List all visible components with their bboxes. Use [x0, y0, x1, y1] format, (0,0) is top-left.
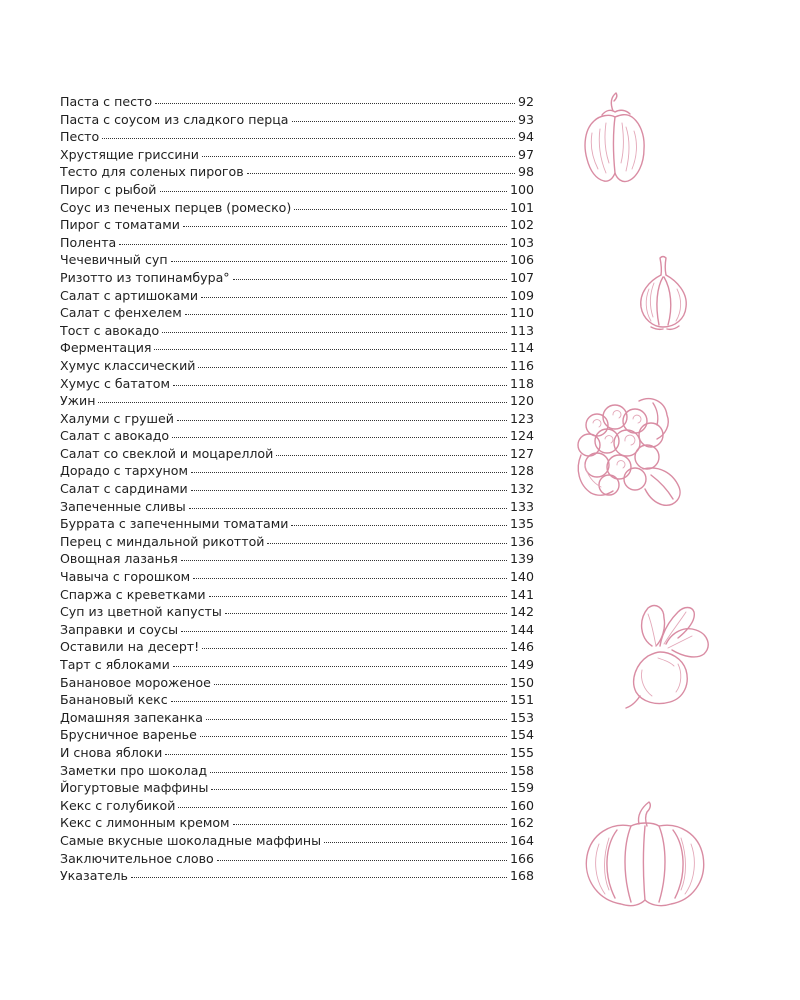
- toc-entry-title: Домашняя запеканка: [60, 709, 203, 725]
- toc-entry-title: Салат со свеклой и моцареллой: [60, 445, 274, 461]
- toc-entry: [60, 498, 534, 516]
- toc-entry: [60, 322, 534, 340]
- toc-leader-dots: [267, 542, 506, 544]
- toc-entry-title: Чавыча с горошком: [60, 569, 191, 585]
- toc-entry-page: 123: [509, 410, 534, 426]
- toc-leader-dots: [185, 313, 507, 315]
- toc-entry-page: 146: [509, 639, 534, 655]
- toc-entry-page: 94: [517, 129, 534, 145]
- toc-entry-page: 140: [509, 569, 534, 585]
- toc-leader-dots: [191, 471, 507, 473]
- toc-entry-page: 120: [509, 393, 534, 409]
- toc-entry-title: Паста с соусом из сладкого перца: [60, 111, 289, 127]
- toc-leader-dots: [165, 753, 507, 755]
- toc-leader-dots: [119, 243, 507, 245]
- toc-entry-title: Ужин: [60, 393, 96, 409]
- toc-leader-dots: [155, 102, 515, 104]
- toc-entry: [60, 744, 534, 762]
- toc-entry: [60, 111, 534, 129]
- toc-entry: [60, 410, 534, 428]
- toc-entry-title: Суп из цветной капусты: [60, 604, 222, 620]
- toc-entry-page: 101: [509, 199, 534, 215]
- toc-leader-dots: [173, 665, 507, 667]
- toc-entry-title: Заметки про шоколад: [60, 762, 208, 778]
- toc-entry: [60, 674, 534, 692]
- toc-leader-dots: [173, 384, 507, 386]
- toc-entry-page: 166: [509, 850, 534, 866]
- toc-entry-title: Самые вкусные шоколадные маффины: [60, 832, 322, 848]
- toc-entry-page: 114: [509, 340, 534, 356]
- toc-entry: [60, 181, 534, 199]
- toc-entry: [60, 128, 534, 146]
- toc-entry: [60, 621, 534, 639]
- toc-leader-dots: [178, 806, 507, 808]
- toc-entry-title: Пирог с томатами: [60, 217, 180, 233]
- toc-leader-dots: [225, 612, 507, 614]
- toc-entry: [60, 867, 534, 885]
- toc-entry-title: Запеченные сливы: [60, 498, 186, 514]
- toc-entry-page: 141: [509, 586, 534, 602]
- toc-entry-page: 153: [509, 709, 534, 725]
- toc-leader-dots: [233, 278, 507, 280]
- toc-entry-page: 97: [517, 146, 534, 162]
- toc-entry: [60, 550, 534, 568]
- toc-leader-dots: [162, 331, 507, 333]
- toc-entry-page: 160: [509, 797, 534, 813]
- toc-leader-dots: [131, 876, 507, 878]
- toc-entry-page: 149: [509, 657, 534, 672]
- toc-entry-page: 100: [509, 181, 534, 197]
- toc-entry: [60, 287, 534, 305]
- toc-leader-dots: [202, 155, 515, 157]
- toc-entry-page: 116: [509, 357, 534, 373]
- toc-entry-title: Паста с песто: [60, 94, 153, 109]
- toc-entry: [60, 199, 534, 217]
- toc-entry-title: Йогуртовые маффины: [60, 780, 209, 796]
- toc-entry-page: 151: [509, 692, 534, 708]
- toc-entry: [60, 304, 534, 322]
- cauliflower-icon: [575, 395, 687, 513]
- toc-entry-title: Оставили на десерт!: [60, 639, 200, 655]
- toc-entry-page: 110: [509, 305, 534, 321]
- toc-entry-title: Заключительное слово: [60, 850, 214, 866]
- toc-entry-title: Пирог с рыбой: [60, 181, 157, 197]
- toc-leader-dots: [98, 401, 507, 403]
- toc-leader-dots: [217, 859, 507, 861]
- toc-entry: [60, 691, 534, 709]
- toc-entry-page: 164: [509, 832, 534, 848]
- toc-entry: [60, 586, 534, 604]
- toc-entry: [60, 251, 534, 269]
- toc-entry-title: Хрустящие гриссини: [60, 146, 199, 162]
- toc-leader-dots: [291, 524, 506, 526]
- toc-leader-dots: [181, 630, 507, 632]
- toc-entry: [60, 709, 534, 727]
- pumpkin-icon: [581, 800, 709, 912]
- toc-entry-page: 106: [509, 252, 534, 268]
- toc-leader-dots: [324, 841, 507, 843]
- toc-entry-page: 113: [509, 322, 534, 338]
- toc-entry: [60, 779, 534, 797]
- toc-entry-page: 139: [509, 551, 534, 567]
- toc-entry-page: 144: [509, 621, 534, 637]
- bell-pepper-icon: [580, 93, 650, 188]
- toc-entry-title: Салат с авокадо: [60, 428, 170, 444]
- toc-entry-title: Указатель: [60, 868, 128, 884]
- toc-entry-page: 135: [509, 516, 534, 532]
- table-of-contents: [60, 93, 534, 885]
- toc-entry: [60, 269, 534, 287]
- toc-leader-dots: [171, 260, 507, 262]
- toc-leader-dots: [200, 735, 507, 737]
- toc-entry: [60, 357, 534, 375]
- toc-entry-page: 155: [509, 744, 534, 760]
- toc-entry-page: 168: [509, 868, 534, 884]
- toc-leader-dots: [211, 788, 506, 790]
- toc-entry: [60, 234, 534, 252]
- toc-entry-page: 102: [509, 217, 534, 233]
- toc-entry-page: 109: [509, 287, 534, 303]
- toc-leader-dots: [209, 595, 507, 597]
- toc-entry: [60, 339, 534, 357]
- toc-entry: [60, 515, 534, 533]
- toc-leader-dots: [193, 577, 507, 579]
- toc-entry-title: Халуми с грушей: [60, 410, 174, 426]
- toc-entry: [60, 392, 534, 410]
- toc-leader-dots: [201, 296, 507, 298]
- toc-entry-page: 154: [509, 727, 534, 743]
- toc-entry: [60, 814, 534, 832]
- toc-entry-title: Тост с авокадо: [60, 322, 160, 338]
- toc-entry-title: Полента: [60, 234, 117, 250]
- toc-entry-page: 92: [517, 94, 534, 109]
- toc-entry-title: Овощная лазанья: [60, 551, 178, 567]
- toc-leader-dots: [160, 190, 507, 192]
- toc-entry: [60, 603, 534, 621]
- toc-entry-page: 162: [509, 815, 534, 831]
- toc-entry-page: 107: [509, 269, 534, 285]
- toc-entry-title: Песто: [60, 129, 100, 145]
- toc-entry-title: Ферментация: [60, 340, 152, 356]
- toc-entry-title: Салат с артишоками: [60, 287, 199, 303]
- toc-entry-title: Чечевичный суп: [60, 252, 168, 268]
- toc-entry-title: Банановый кекс: [60, 692, 168, 708]
- toc-leader-dots: [247, 172, 515, 174]
- toc-entry-page: 158: [509, 762, 534, 778]
- toc-leader-dots: [198, 366, 506, 368]
- toc-entry-page: 132: [509, 481, 534, 497]
- toc-leader-dots: [102, 137, 515, 139]
- toc-entry-page: 142: [509, 604, 534, 620]
- toc-leader-dots: [154, 348, 507, 350]
- toc-entry-title: Дорадо с тархуном: [60, 463, 188, 479]
- toc-entry-page: 128: [509, 463, 534, 479]
- toc-entry: [60, 568, 534, 586]
- toc-entry-page: 150: [509, 674, 534, 690]
- garlic-icon: [633, 255, 693, 330]
- toc-leader-dots: [202, 647, 507, 649]
- toc-entry-page: 103: [509, 234, 534, 250]
- toc-entry-title: Спаржа с креветками: [60, 586, 206, 602]
- toc-entry: [60, 375, 534, 393]
- toc-entry: [60, 638, 534, 656]
- toc-entry: [60, 480, 534, 498]
- toc-entry-title: И снова яблоки: [60, 744, 163, 760]
- toc-entry-page: 133: [509, 498, 534, 514]
- toc-entry-page: 127: [509, 445, 534, 461]
- toc-entry: [60, 832, 534, 850]
- toc-leader-dots: [191, 489, 507, 491]
- toc-entry-title: Брусничное варенье: [60, 727, 197, 743]
- toc-entry-title: Соус из печеных перцев (ромеско): [60, 199, 292, 215]
- toc-entry-title: Ризотто из топинамбура°: [60, 269, 230, 285]
- toc-entry-title: Банановое мороженое: [60, 674, 211, 690]
- toc-entry-page: 98: [517, 164, 534, 180]
- toc-entry-page: 124: [509, 428, 534, 444]
- toc-leader-dots: [183, 225, 507, 227]
- toc-entry-page: 93: [517, 111, 534, 127]
- toc-leader-dots: [276, 454, 507, 456]
- toc-entry: [60, 762, 534, 780]
- toc-entry: [60, 850, 534, 868]
- toc-entry-title: Кекс с лимонным кремом: [60, 815, 230, 831]
- toc-leader-dots: [206, 718, 507, 720]
- toc-entry: [60, 216, 534, 234]
- toc-entry: [60, 427, 534, 445]
- toc-entry: [60, 533, 534, 551]
- toc-entry: [60, 163, 534, 181]
- toc-leader-dots: [214, 683, 507, 685]
- toc-entry: [60, 462, 534, 480]
- toc-leader-dots: [172, 436, 507, 438]
- toc-entry-title: Буррата с запеченными томатами: [60, 516, 289, 532]
- toc-leader-dots: [233, 823, 507, 825]
- toc-entry-title: Хумус с бататом: [60, 375, 170, 391]
- toc-entry-title: Кекс с голубикой: [60, 797, 176, 813]
- toc-leader-dots: [292, 120, 515, 122]
- toc-leader-dots: [177, 419, 507, 421]
- toc-entry-page: 136: [509, 533, 534, 549]
- beet-icon: [622, 600, 714, 710]
- toc-leader-dots: [181, 559, 507, 561]
- toc-entry-title: Заправки и соусы: [60, 621, 179, 637]
- toc-leader-dots: [189, 507, 507, 509]
- toc-entry-page: 159: [509, 780, 534, 796]
- toc-leader-dots: [210, 771, 507, 773]
- toc-entry-title: Салат с фенхелем: [60, 305, 182, 321]
- toc-entry-title: Перец с миндальной рикоттой: [60, 533, 265, 549]
- toc-entry-title: Тарт с яблоками: [60, 657, 170, 672]
- toc-entry: [60, 797, 534, 815]
- toc-entry: [60, 656, 534, 674]
- toc-leader-dots: [294, 208, 507, 210]
- toc-entry-title: Хумус классический: [60, 357, 196, 373]
- toc-entry-title: Тесто для соленых пирогов: [60, 164, 244, 180]
- toc-entry: [60, 445, 534, 463]
- toc-entry: [60, 726, 534, 744]
- toc-entry: [60, 93, 534, 111]
- toc-entry: [60, 146, 534, 164]
- toc-entry-page: 118: [509, 375, 534, 391]
- toc-entry-title: Салат с сардинами: [60, 481, 188, 497]
- toc-leader-dots: [171, 700, 507, 702]
